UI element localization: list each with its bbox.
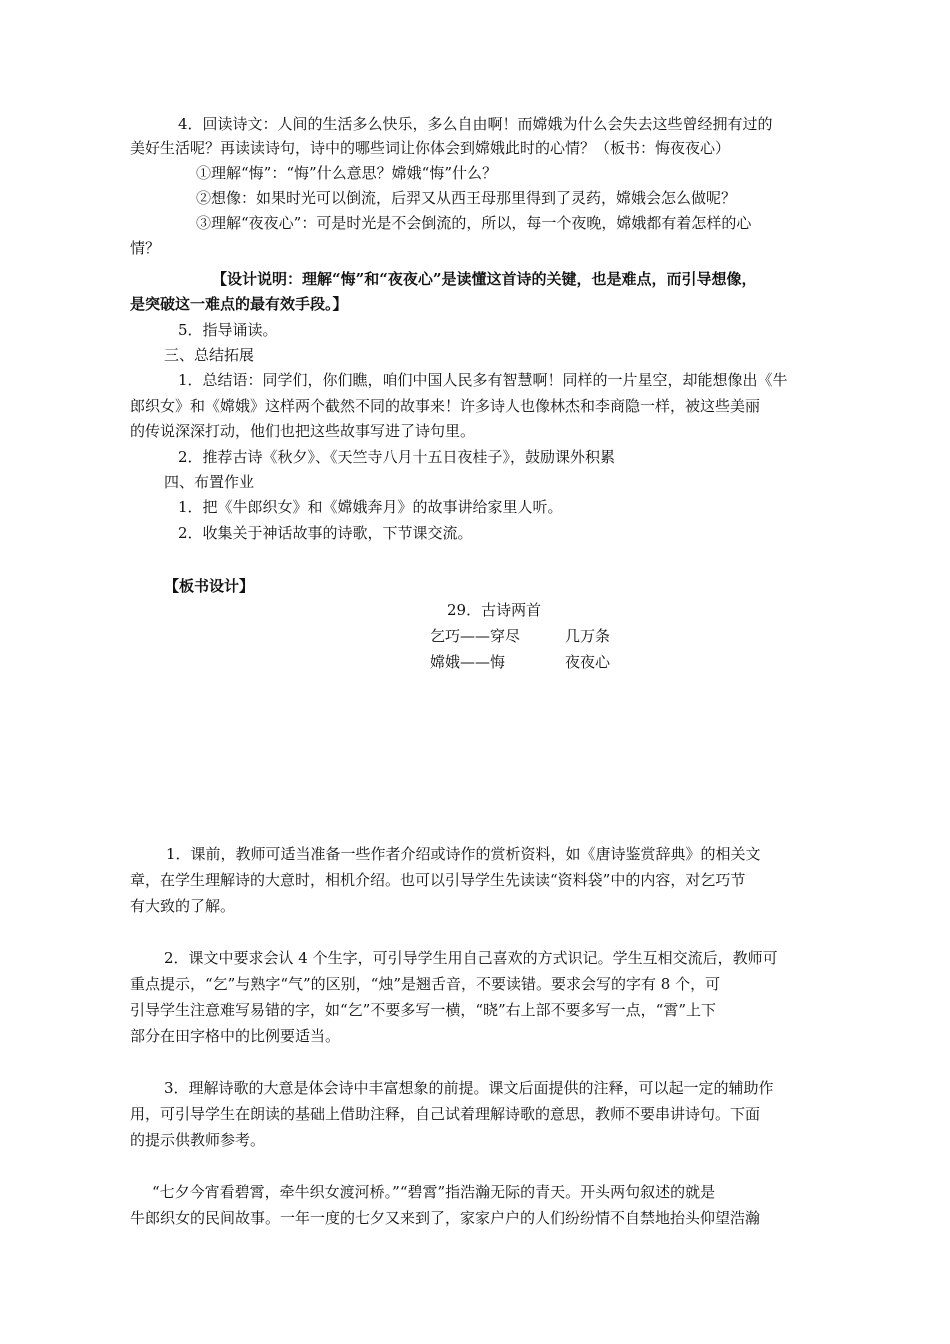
sub-item-3-line2: 情？ [130, 239, 161, 257]
board-row-1-left: 乞巧——穿尽 [430, 627, 521, 645]
section4-heading: 四、布置作业 [164, 473, 255, 491]
note4-line1: “七夕今宵看碧霄，牵牛织女渡河桥。”“碧霄”指浩瀚无际的青天。开头两句叙述的就是 [152, 1183, 716, 1201]
note3-line2: 用，可引导学生在朗读的基础上借助注释，自己试着理解诗歌的意思，教师不要串讲诗句。下面 [130, 1105, 761, 1123]
note2-line2: 重点提示，“乞”与熟字“气”的区别，“烛”是翘舌音，不要读错。要求会写的字有 8 个，可 [130, 975, 721, 993]
section3-heading: 三、总结拓展 [164, 346, 255, 364]
section3-p1-line2: 郎织女》和《嫦娥》这样两个截然不同的故事来！许多诗人也像林杰和李商隐一样，被这些美丽 [130, 397, 761, 415]
section3-p1-line3: 的传说深深打动，他们也把这些故事写进了诗句里。 [130, 422, 476, 440]
note2-line1: 2．课文中要求会认 4 个生字，可引导学生用自己喜欢的方式识记。学生互相交流后，教师可 [164, 949, 778, 967]
item4-line1: 4．回读诗文：人间的生活多么快乐，多么自由啊！而嫦娥为什么会失去这些曾经拥有过的 [178, 115, 773, 133]
note3-line1: 3．理解诗歌的大意是体会诗中丰富想象的前提。课文后面提供的注释，可以起一定的辅助作 [164, 1079, 774, 1097]
note1-line1: 1．课前，教师可适当准备一些作者介绍或诗作的赏析资料，如《唐诗鉴赏辞典》的相关文 [166, 845, 761, 863]
board-row-2 [430, 650, 610, 674]
sub-item-1: ①理解“悔”：“悔”什么意思？嫦娥“悔”什么？ [196, 164, 498, 182]
board-heading: 【板书设计】 [164, 577, 255, 595]
sub-item-2: ②想像：如果时光可以倒流，后羿又从西王母那里得到了灵药，嫦娥会怎么做呢？ [196, 189, 737, 207]
design-note-line1: 【设计说明：理解“悔”和“夜夜心”是读懂这首诗的关键，也是难点，而引导想像， [212, 270, 757, 288]
item5: 5．指导诵读。 [178, 321, 278, 339]
board-row-2-right: 夜夜心 [565, 653, 611, 671]
section3-p2: 2．推荐古诗《秋夕》、《天竺寺八月十五日夜桂子》，鼓励课外积累 [178, 448, 616, 466]
note1-line3: 有大致的了解。 [130, 897, 236, 915]
note1-line2: 章，在学生理解诗的大意时，相机介绍。也可以引导学生先读读“资料袋”中的内容，对乞巧节 [130, 871, 746, 889]
note3-line3: 的提示供教师参考。 [130, 1131, 266, 1149]
board-row-2-left: 嫦娥——悔 [430, 653, 506, 671]
note2-line4: 部分在田字格中的比例要适当。 [130, 1027, 341, 1045]
sub-item-3-line1: ③理解“夜夜心”：可是时光是不会倒流的，所以，每一个夜晚，嫦娥都有着怎样的心 [196, 214, 752, 232]
section4-p1: 1．把《牛郎织女》和《嫦娥奔月》的故事讲给家里人听。 [178, 498, 563, 516]
board-row-1 [430, 624, 610, 648]
design-note-line2: 是突破这一难点的最有效手段。】 [130, 295, 348, 313]
note4-line2: 牛郎织女的民间故事。一年一度的七夕又来到了，家家户户的人们纷纷情不自禁地抬头仰望浩瀚 [130, 1209, 761, 1227]
board-title: 29．古诗两首 [447, 601, 542, 619]
board-row-1-right: 几万条 [565, 627, 611, 645]
section4-p2: 2．收集关于神话故事的诗歌，下节课交流。 [178, 524, 473, 542]
item4-line2: 美好生活呢？再读读诗句，诗中的哪些词让你体会到嫦娥此时的心情？（板书：悔夜夜心） [130, 139, 731, 157]
section3-p1-line1: 1．总结语：同学们，你们瞧，咱们中国人民多有智慧啊！同样的一片星空，却能想像出《牛 [178, 371, 788, 389]
note2-line3: 引导学生注意难写易错的字，如“乞”不要多写一横，“晓”右上部不要多写一点，“霄”上下 [130, 1001, 717, 1019]
